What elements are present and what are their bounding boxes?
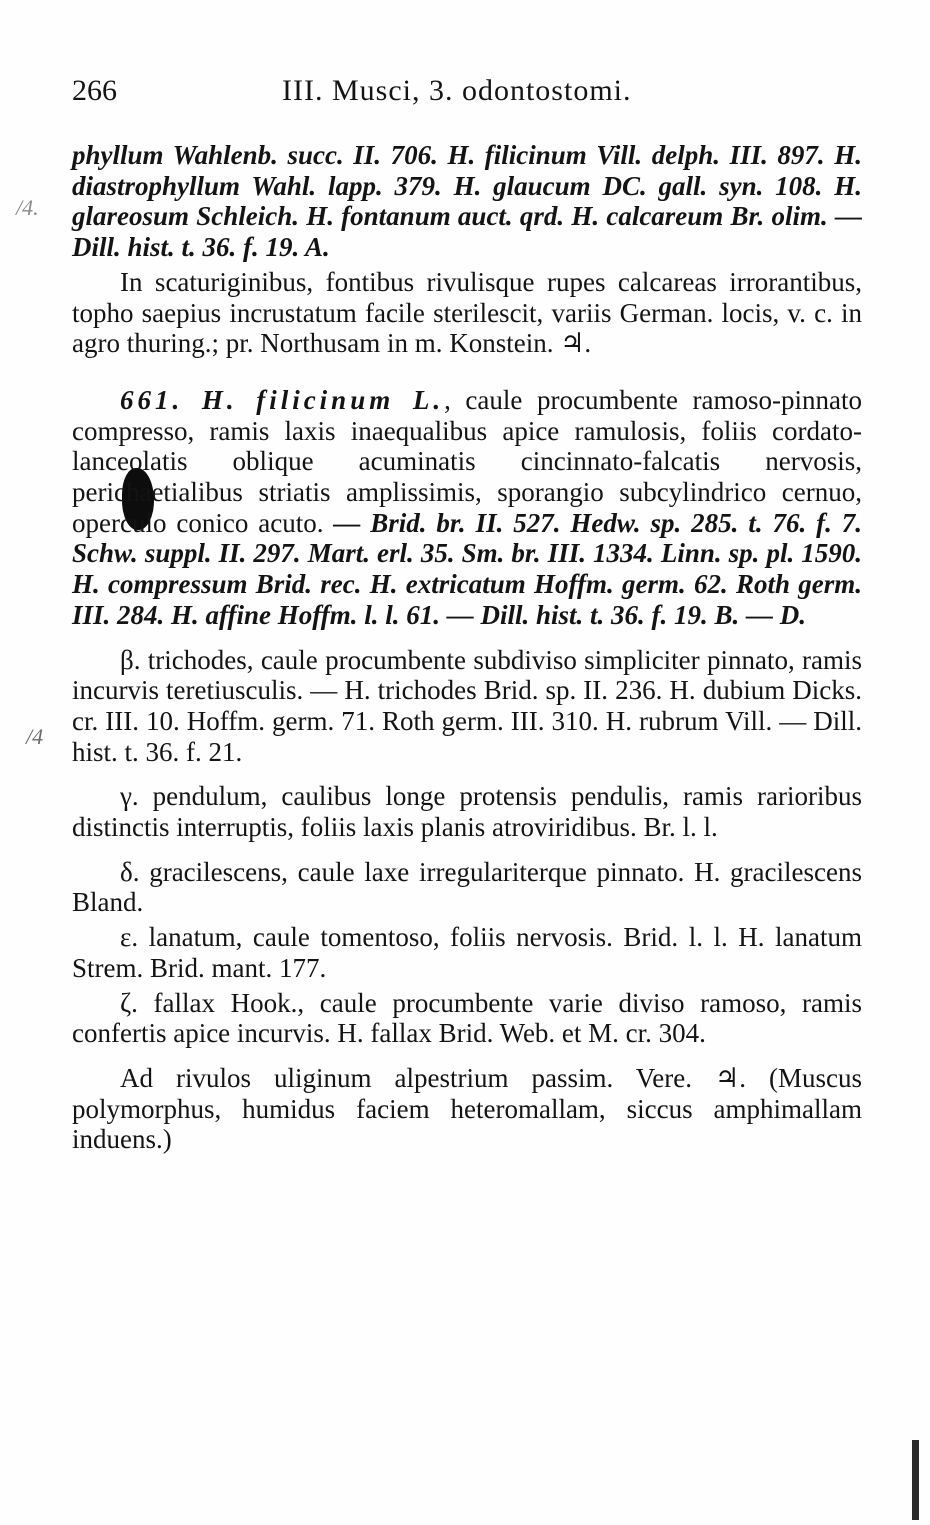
continued-synonymy: phyllum Wahlenb. succ. II. 706. H. filicinum Vill. delph. III. 897. H. diastrophyllum Wahl. lapp. 379. H. glaucum DC. gall. syn. 108. H. glareosum Schleich. H. fontanum auct. qrd. H. calcareum Br. olim. — Dill. hist. t. 36. f. 19. A. <box>72 140 862 263</box>
species-661-references: — Brid. br. II. 527. Hedw. sp. 285. t. 76. f. 7. Schw. suppl. II. 297. Mart. erl. 35. Sm. br. III. 1334. Linn. sp. pl. 1590. H. compressum Brid. rec. H. extricatum Hoffm. germ. 62. Roth germ. III. 284. H. affine Hoffm. l. l. 61. — Dill. hist. t. 36. f. 19. B. — D. <box>72 507 863 630</box>
variety-epsilon: ε. lanatum, caule tomentoso, foliis nervosis. Brid. l. l. H. lanatum Strem. Brid. mant. 177. <box>72 922 862 983</box>
variety-gamma: γ. pendulum, caulibus longe protensis pendulis, ramis rarioribus distinctis interruptis, foliis laxis planis atroviridibus. Br. l. l. <box>72 781 862 843</box>
page-header <box>72 74 862 118</box>
variety-delta: δ. gracilescens, caule laxe irregulariterque pinnato. H. gracilescens Bland. <box>72 856 862 918</box>
page-number: 266 <box>72 74 117 107</box>
margin-note-pencil-2: /4 <box>26 724 44 749</box>
running-title: III. Musci, 3. odontostomi. <box>282 74 632 107</box>
habitat-paragraph-2: Ad rivulos uliginum alpestrium passim. Vere. ♃. (Muscus polymorphus, humidus faciem heteromallam, siccus amphimallam induens.) <box>72 1062 862 1155</box>
binding-edge-mark <box>912 1440 919 1520</box>
main-text <box>72 140 862 1155</box>
species-661-entry <box>72 385 862 631</box>
species-661-diagnosis: , caule procumbente ramoso-pinnato compresso, ramis laxis inaequalibus apice ramulosis, foliis cordato-lanceolatis oblique acuminatis cincinnato-falcatis nervosis, perichaetialibus striatis amplissimis, sporangio subcylindrico cernuo, operculo conico acuto. <box>72 384 862 538</box>
variety-beta: β. trichodes, caule procumbente subdiviso simpliciter pinnato, ramis incurvis teretiusculis. — H. trichodes Brid. sp. II. 236. H. dubium Dicks. cr. III. 10. Hoffm. germ. 71. Roth germ. III. 310. H. rubrum Vill. — Dill. hist. t. 36. f. 21. <box>72 644 862 767</box>
variety-zeta: ζ. fallax Hook., caule procumbente varie diviso ramoso, ramis confertis apice incurvis. H. fallax Brid. Web. et M. cr. 304. <box>72 987 862 1049</box>
margin-note-pencil: /4. <box>16 195 39 220</box>
habitat-paragraph: In scaturiginibus, fontibus rivulisque rupes calcareas irrorantibus, topho saepius incrustatum facile sterilescit, variis German. locis, v. c. in agro thuring.; pr. Northusam in m. Konstein. ♃. <box>72 266 862 359</box>
species-661-heading: 661. H. filicinum L. <box>120 384 445 415</box>
